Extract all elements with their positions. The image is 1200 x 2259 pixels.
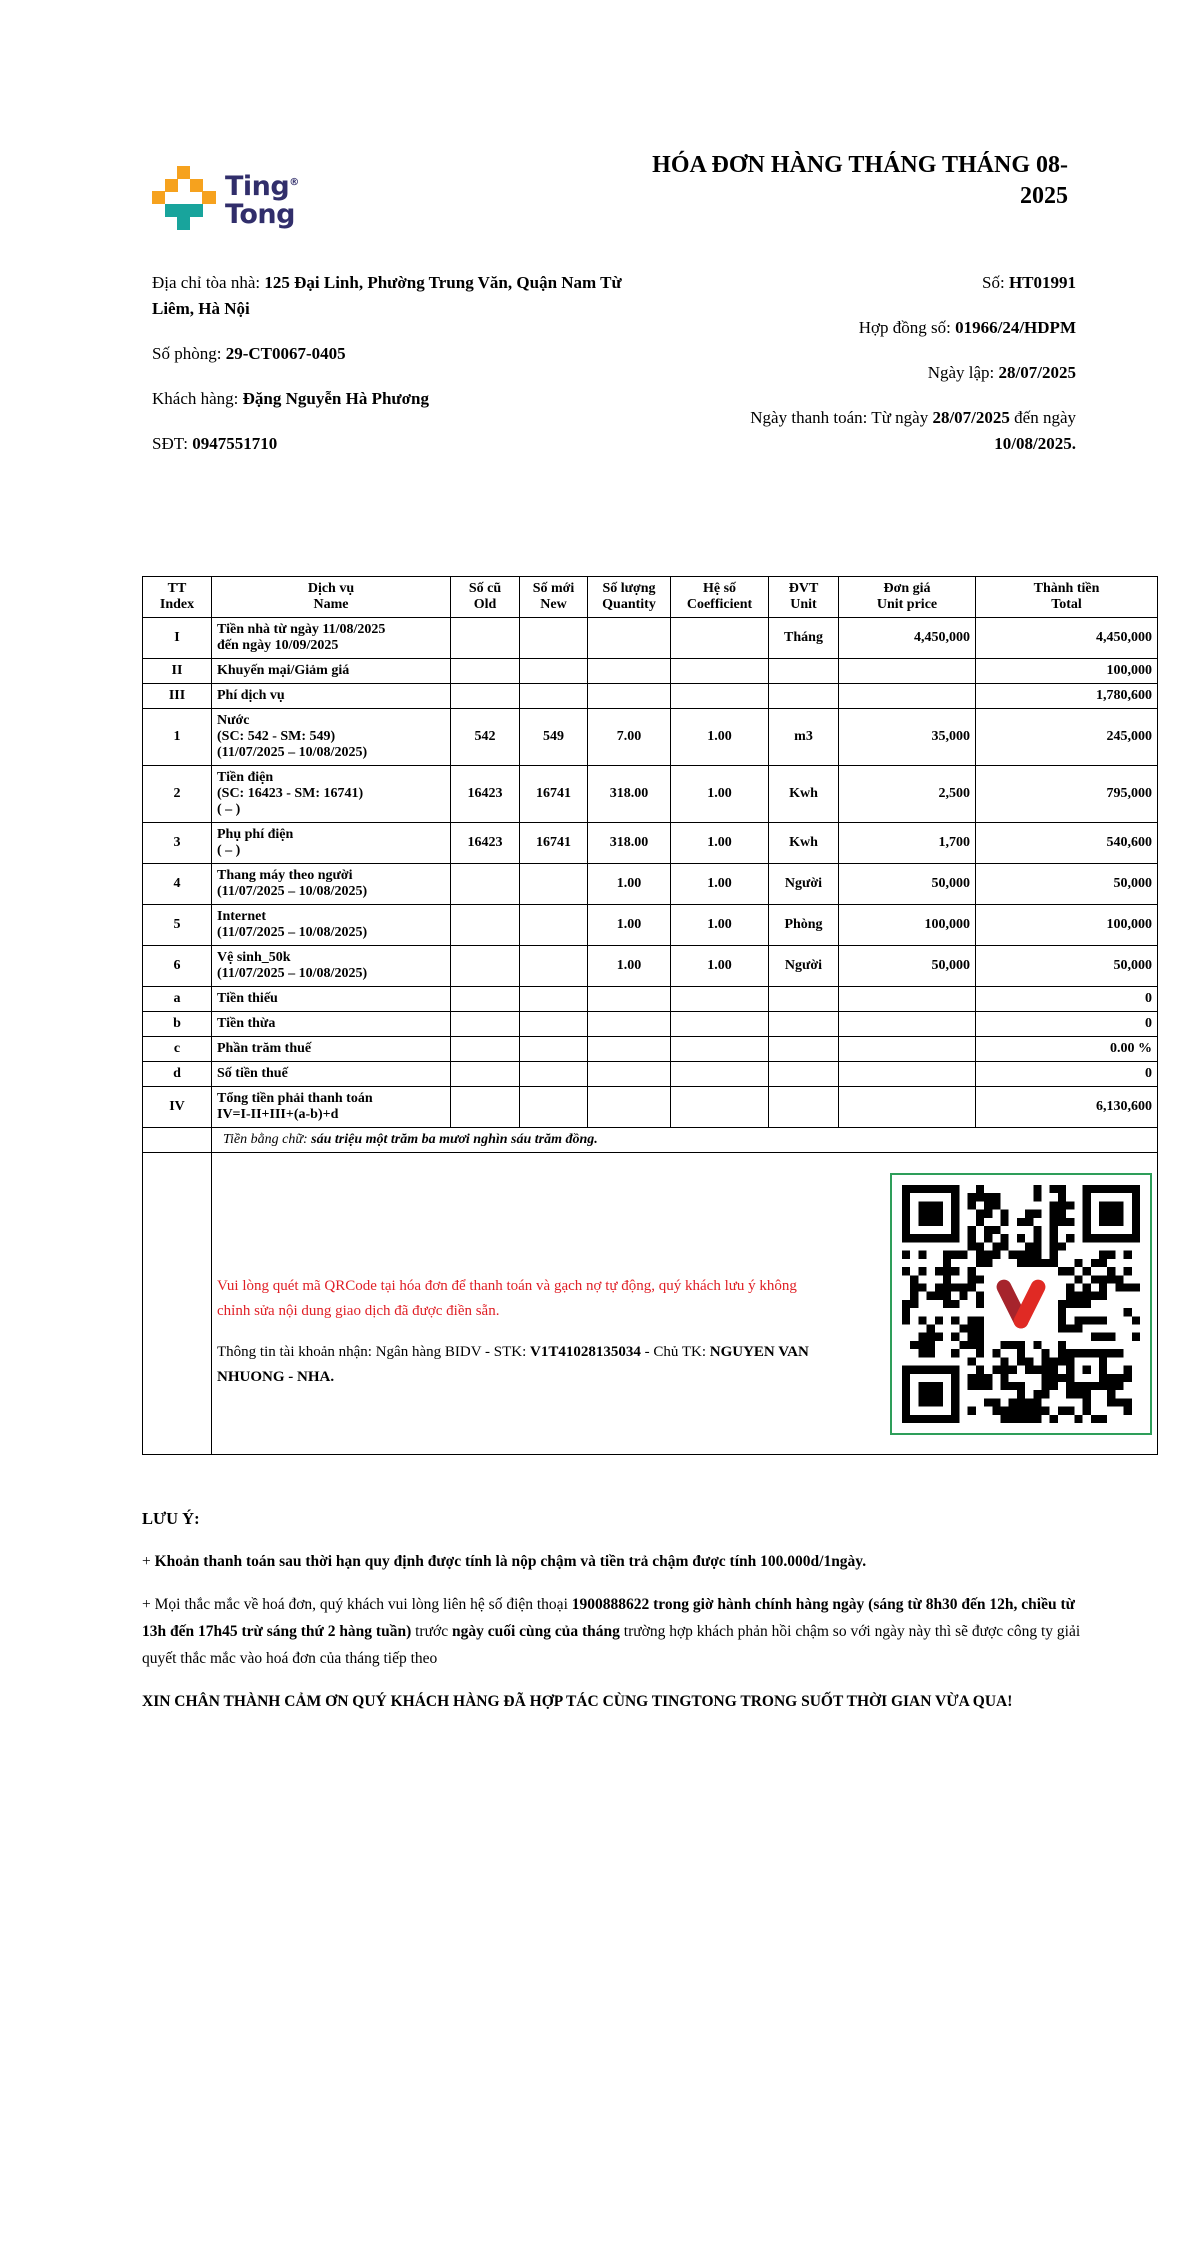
invoice-info (152, 270, 1157, 476)
cell-name: Phụ phí điện ( – ) (212, 823, 451, 864)
cell-qty: 7.00 (588, 709, 671, 766)
cell-name: Tiền thiếu (212, 987, 451, 1012)
column-header: Số lượng Quantity (588, 577, 671, 618)
info-line (684, 270, 1076, 296)
label-text: Khách hàng: (152, 389, 243, 408)
cell-new (520, 1012, 588, 1037)
cell-total: 795,000 (976, 766, 1158, 823)
cell-total: 6,130,600 (976, 1087, 1158, 1128)
tingtong-logo (152, 166, 299, 230)
footer-notes (142, 1505, 1082, 1715)
cell-coef: 1.00 (671, 905, 769, 946)
cell-new: 16741 (520, 766, 588, 823)
cell-index: b (143, 1012, 212, 1037)
customer-info (152, 270, 624, 476)
note-paragraph (142, 1548, 1082, 1575)
cell-price (839, 1037, 976, 1062)
qr-section (212, 1153, 1158, 1455)
info-line (684, 360, 1076, 386)
cell-new (520, 659, 588, 684)
vietqr-v-icon (990, 1273, 1052, 1335)
table-row (143, 823, 1158, 864)
cell-qty (588, 684, 671, 709)
cell-old (451, 1087, 520, 1128)
cell-price (839, 1087, 976, 1128)
cell-index (143, 1128, 212, 1153)
cell-coef: 1.00 (671, 864, 769, 905)
table-row (143, 864, 1158, 905)
cell-index: c (143, 1037, 212, 1062)
invoice-meta (684, 270, 1076, 476)
label-text: + (142, 1553, 155, 1570)
logo-pixel (190, 179, 203, 192)
cell-price: 4,450,000 (839, 618, 976, 659)
cell-old (451, 1062, 520, 1087)
cell-unit (769, 1087, 839, 1128)
cell-index: 6 (143, 946, 212, 987)
value-text: 1900888622 trong giờ hành chính hàng ngày (sáng từ 8h30 đến 12h, chiều từ 13h đến 17h45 trừ sáng thứ 2 hàng tuần) (142, 1596, 1075, 1640)
cell-qty (588, 618, 671, 659)
cell-new (520, 987, 588, 1012)
cell-total: 245,000 (976, 709, 1158, 766)
info-line (152, 270, 624, 322)
column-header: Số cũ Old (451, 577, 520, 618)
cell-old (451, 618, 520, 659)
column-header: Thành tiền Total (976, 577, 1158, 618)
cell-unit: Kwh (769, 766, 839, 823)
cell-new: 16741 (520, 823, 588, 864)
cell-price (839, 1012, 976, 1037)
invoice-table (142, 576, 1158, 1455)
cell-unit (769, 659, 839, 684)
cell-old (451, 987, 520, 1012)
cell-old: 16423 (451, 766, 520, 823)
brand-name-bottom: Tong (225, 199, 295, 230)
cell-qty (588, 1062, 671, 1087)
column-header: ĐVT Unit (769, 577, 839, 618)
cell-total: 50,000 (976, 946, 1158, 987)
column-header: Đơn giá Unit price (839, 577, 976, 618)
cell-index: 1 (143, 709, 212, 766)
invoice-header (142, 150, 1157, 230)
cell-coef (671, 618, 769, 659)
cell-index: III (143, 684, 212, 709)
qr-payment-notice: Vui lòng quét mã QRCode tại hóa đơn để thanh toán và gạch nợ tự động, quý khách lưu ý không chỉnh sửa nội dung giao dịch đã được điền sẵn. (217, 1277, 797, 1319)
value-text: sáu triệu một trăm ba mươi nghìn sáu trăm đồng. (311, 1132, 598, 1147)
cell-name: Tiền thừa (212, 1012, 451, 1037)
cell-index: I (143, 618, 212, 659)
brand-name-top: Ting (225, 171, 290, 202)
cell-new (520, 905, 588, 946)
amount-in-words (212, 1128, 1158, 1153)
cell-total: 0.00 % (976, 1037, 1158, 1062)
cell-coef (671, 1012, 769, 1037)
cell-price (839, 684, 976, 709)
cell-new (520, 1037, 588, 1062)
cell-unit (769, 987, 839, 1012)
cell-price: 50,000 (839, 864, 976, 905)
cell-total: 540,600 (976, 823, 1158, 864)
cell-qty (588, 1012, 671, 1037)
cell-old (451, 905, 520, 946)
cell-unit (769, 1062, 839, 1087)
value-text: ngày cuối cùng của tháng (451, 1623, 620, 1640)
value-text: V1T41028135034 (530, 1343, 641, 1360)
table-row (143, 766, 1158, 823)
cell-index (143, 1153, 212, 1455)
value-text: 29-CT0067-0405 (225, 344, 346, 363)
value-text: XIN CHÂN THÀNH CẢM ƠN QUÝ KHÁCH HÀNG ĐÃ HỢP TÁC CÙNG TINGTONG TRONG SUỐT THỜI GIAN VỪA QUA! (142, 1693, 1013, 1710)
cell-total: 0 (976, 987, 1158, 1012)
label-text: Số: (982, 273, 1009, 292)
cell-price: 50,000 (839, 946, 976, 987)
tingtong-logo-icon (152, 166, 216, 230)
table-row (143, 1037, 1158, 1062)
logo-pixel-stem (177, 216, 190, 229)
logo-pixel (152, 191, 165, 204)
logo-pixel (202, 191, 215, 204)
invoice-title: HÓA ĐƠN HÀNG THÁNG THÁNG 08-2025 (652, 152, 1068, 209)
cell-index: 4 (143, 864, 212, 905)
cell-unit: m3 (769, 709, 839, 766)
table-row (143, 709, 1158, 766)
label-text: Tiền bằng chữ: (223, 1132, 312, 1147)
cell-unit: Người (769, 946, 839, 987)
value-text: 125 Đại Linh, Phường Trung Văn, Quận Nam Từ Liêm, Hà Nội (152, 273, 622, 318)
cell-index: d (143, 1062, 212, 1087)
cell-unit: Tháng (769, 618, 839, 659)
value-text: 28/07/2025 (998, 363, 1076, 382)
cell-qty (588, 659, 671, 684)
table-row (143, 1062, 1158, 1087)
table-row (143, 659, 1158, 684)
qr-section-layout (217, 1157, 1152, 1450)
label-text: Ngày lập: (927, 363, 999, 382)
cell-total: 4,450,000 (976, 618, 1158, 659)
cell-name: Tổng tiền phải thanh toán IV=I-II+III+(a-b)+d (212, 1087, 451, 1128)
cell-old: 542 (451, 709, 520, 766)
cell-qty: 318.00 (588, 766, 671, 823)
cell-new (520, 618, 588, 659)
cell-qty: 318.00 (588, 823, 671, 864)
cell-name: Tiền nhà từ ngày 11/08/2025 đến ngày 10/09/2025 (212, 618, 451, 659)
cell-price: 100,000 (839, 905, 976, 946)
payment-instructions (217, 1274, 825, 1390)
info-line (684, 405, 1076, 457)
cell-old: 16423 (451, 823, 520, 864)
label-text: trường hợp khách phản hồi chậm so với ngày này thì sẽ được công ty giải quyết thắc mắc vào hoá đơn của tháng tiếp theo (142, 1623, 1081, 1667)
value-text: 01966/24/HDPM (955, 318, 1076, 337)
cell-new (520, 684, 588, 709)
label-text: + Mọi thắc mắc về hoá đơn, quý khách vui lòng liên hệ số điện thoại (142, 1596, 572, 1613)
cell-index: a (143, 987, 212, 1012)
cell-unit (769, 684, 839, 709)
column-header: TT Index (143, 577, 212, 618)
cell-price (839, 659, 976, 684)
cell-coef (671, 1062, 769, 1087)
cell-unit: Phòng (769, 905, 839, 946)
cell-total: 0 (976, 1062, 1158, 1087)
cell-coef: 1.00 (671, 823, 769, 864)
note-paragraph (142, 1688, 1082, 1715)
label-text: Số phòng: (152, 344, 226, 363)
table-row (143, 1012, 1158, 1037)
cell-name: Thang máy theo người (11/07/2025 – 10/08/2025) (212, 864, 451, 905)
cell-name: Phần trăm thuế (212, 1037, 451, 1062)
amount-in-words-row (143, 1128, 1158, 1153)
cell-name: Khuyến mại/Giảm giá (212, 659, 451, 684)
cell-coef (671, 684, 769, 709)
info-line (152, 341, 624, 367)
cell-old (451, 1012, 520, 1037)
cell-price: 2,500 (839, 766, 976, 823)
value-text: Đặng Nguyễn Hà Phương (242, 389, 429, 408)
cell-coef (671, 1087, 769, 1128)
cell-index: II (143, 659, 212, 684)
cell-total: 50,000 (976, 864, 1158, 905)
cell-qty (588, 987, 671, 1012)
value-text: NGUYEN VAN NHUONG - NHA. (217, 1343, 809, 1385)
cell-coef: 1.00 (671, 946, 769, 987)
registered-mark: ® (289, 177, 299, 188)
cell-qty (588, 1087, 671, 1128)
cell-price (839, 1062, 976, 1087)
cell-name: Tiền điện (SC: 16423 - SM: 16741) ( – ) (212, 766, 451, 823)
cell-qty: 1.00 (588, 864, 671, 905)
cell-total: 1,780,600 (976, 684, 1158, 709)
cell-index: IV (143, 1087, 212, 1128)
cell-coef (671, 987, 769, 1012)
table-row (143, 618, 1158, 659)
cell-old (451, 1037, 520, 1062)
qr-row (143, 1153, 1158, 1455)
table-row (143, 684, 1158, 709)
cell-name: Phí dịch vụ (212, 684, 451, 709)
label-text: - Chủ TK: (640, 1343, 710, 1360)
info-line (152, 431, 624, 457)
cell-name: Vệ sinh_50k (11/07/2025 – 10/08/2025) (212, 946, 451, 987)
cell-unit: Người (769, 864, 839, 905)
table-header-row (143, 577, 1158, 618)
cell-index: 2 (143, 766, 212, 823)
logo-pixel (165, 179, 178, 192)
cell-coef: 1.00 (671, 709, 769, 766)
cell-new: 549 (520, 709, 588, 766)
qr-code (890, 1173, 1152, 1435)
notes-heading: LƯU Ý: (142, 1509, 200, 1528)
cell-old (451, 684, 520, 709)
cell-index: 3 (143, 823, 212, 864)
column-header: Số mới New (520, 577, 588, 618)
cell-new (520, 1062, 588, 1087)
label-text: Thông tin tài khoản nhận: Ngân hàng BIDV - STK: (217, 1343, 531, 1360)
value-text: 10/08/2025. (994, 434, 1076, 453)
info-line (684, 315, 1076, 341)
cell-price (839, 987, 976, 1012)
info-line (152, 386, 624, 412)
cell-old (451, 659, 520, 684)
value-text: Khoản thanh toán sau thời hạn quy định được tính là nộp chậm và tiền trả chậm được tính 100.000d/1ngày. (154, 1553, 867, 1570)
cell-qty (588, 1037, 671, 1062)
cell-total: 100,000 (976, 659, 1158, 684)
cell-new (520, 864, 588, 905)
tingtong-logo-text (225, 169, 299, 230)
value-text: 0947551710 (192, 434, 278, 453)
cell-unit (769, 1037, 839, 1062)
logo-pixel (177, 166, 190, 179)
cell-index: 5 (143, 905, 212, 946)
cell-name: Nước (SC: 542 - SM: 549) (11/07/2025 – 10/08/2025) (212, 709, 451, 766)
column-header: Hệ số Coefficient (671, 577, 769, 618)
cell-qty: 1.00 (588, 905, 671, 946)
cell-total: 0 (976, 1012, 1158, 1037)
cell-qty: 1.00 (588, 946, 671, 987)
table-row (143, 946, 1158, 987)
table-row (143, 1087, 1158, 1128)
label-text: Hợp đồng số: (858, 318, 956, 337)
cell-new (520, 1087, 588, 1128)
cell-unit: Kwh (769, 823, 839, 864)
cell-price: 35,000 (839, 709, 976, 766)
label-text: trước (411, 1623, 452, 1640)
cell-coef: 1.00 (671, 766, 769, 823)
label-text: Ngày thanh toán: Từ ngày (750, 408, 933, 427)
label-text: Địa chỉ tòa nhà: (152, 273, 265, 292)
cell-name: Số tiền thuế (212, 1062, 451, 1087)
cell-old (451, 864, 520, 905)
table-row (143, 987, 1158, 1012)
logo-pixel-bar (165, 204, 203, 217)
value-text: HT01991 (1008, 273, 1076, 292)
cell-new (520, 946, 588, 987)
column-header: Dịch vụ Name (212, 577, 451, 618)
table-row (143, 905, 1158, 946)
cell-price: 1,700 (839, 823, 976, 864)
bank-account-info (217, 1340, 825, 1390)
cell-name: Internet (11/07/2025 – 10/08/2025) (212, 905, 451, 946)
cell-old (451, 946, 520, 987)
label-text: đến ngày (1009, 408, 1076, 427)
value-text: 28/07/2025 (932, 408, 1010, 427)
cell-total: 100,000 (976, 905, 1158, 946)
cell-coef (671, 659, 769, 684)
cell-unit (769, 1012, 839, 1037)
note-paragraph (142, 1591, 1082, 1672)
label-text: SĐT: (152, 434, 193, 453)
cell-coef (671, 1037, 769, 1062)
